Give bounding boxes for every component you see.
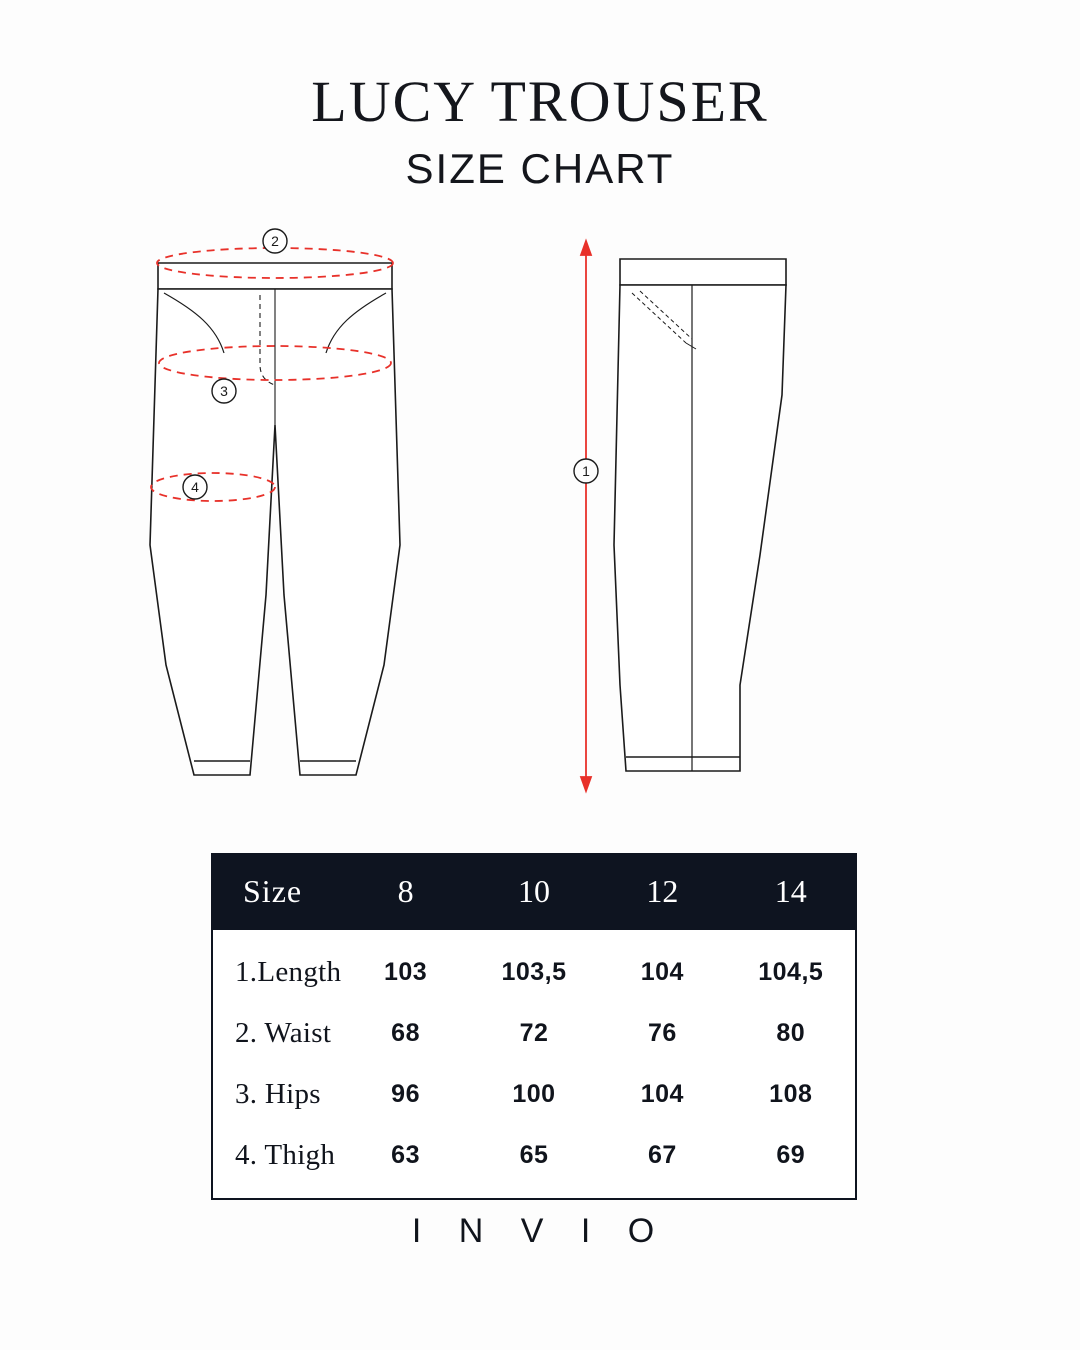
cell-thigh-8: 63 bbox=[391, 1141, 420, 1169]
svg-text:2: 2 bbox=[271, 233, 279, 249]
brand-logo: I N V I O bbox=[411, 1212, 669, 1250]
table-header-size-12: 12 bbox=[598, 855, 726, 930]
page-title: LUCY TROUSER bbox=[311, 69, 769, 134]
cell-thigh-10: 65 bbox=[519, 1141, 549, 1169]
table-row bbox=[213, 1064, 855, 1125]
row-label-length: 1.Length bbox=[235, 956, 342, 988]
cell-waist-8: 68 bbox=[391, 1019, 420, 1047]
table-row bbox=[213, 1003, 855, 1064]
callout-hips bbox=[212, 379, 236, 403]
cell-hips-12: 104 bbox=[640, 1080, 684, 1108]
cell-hips-14: 108 bbox=[769, 1080, 813, 1108]
table-row bbox=[213, 1125, 855, 1198]
front-view-sketch bbox=[150, 263, 400, 775]
cell-hips-10: 100 bbox=[512, 1080, 556, 1108]
table-header-row bbox=[213, 855, 855, 930]
cell-waist-12: 76 bbox=[647, 1019, 677, 1047]
cell-length-12: 104 bbox=[640, 958, 684, 986]
table-header-size: Size bbox=[213, 855, 341, 930]
cell-waist-10: 72 bbox=[519, 1019, 549, 1047]
size-chart-table bbox=[213, 855, 855, 1198]
row-label-hips: 3. Hips bbox=[235, 1078, 321, 1110]
callout-thigh bbox=[183, 475, 207, 499]
table-header-size-10: 10 bbox=[470, 855, 598, 930]
cell-length-8: 103 bbox=[383, 958, 428, 986]
title-block bbox=[0, 69, 1080, 193]
side-view-sketch bbox=[614, 259, 786, 771]
svg-text:1: 1 bbox=[582, 463, 590, 479]
cell-thigh-14: 69 bbox=[776, 1141, 806, 1169]
svg-text:4: 4 bbox=[191, 479, 199, 495]
garment-diagram bbox=[120, 215, 960, 815]
svg-text:3: 3 bbox=[220, 383, 228, 399]
length-measure-arrow bbox=[581, 241, 591, 791]
row-label-waist: 2. Waist bbox=[235, 1017, 332, 1049]
cell-waist-14: 80 bbox=[776, 1019, 806, 1047]
size-chart-table-wrapper bbox=[211, 853, 857, 1200]
row-label-thigh: 4. Thigh bbox=[235, 1139, 336, 1171]
cell-length-14: 104,5 bbox=[758, 958, 824, 986]
cell-thigh-12: 67 bbox=[647, 1141, 677, 1169]
page-subtitle: SIZE CHART bbox=[405, 144, 675, 192]
table-header-size-8: 8 bbox=[341, 855, 469, 930]
cell-length-10: 103,5 bbox=[501, 958, 567, 986]
table-row bbox=[213, 930, 855, 1003]
callout-waist bbox=[263, 229, 287, 253]
table-header-size-14: 14 bbox=[727, 855, 855, 930]
cell-hips-8: 96 bbox=[391, 1080, 420, 1108]
callout-length bbox=[574, 459, 598, 483]
